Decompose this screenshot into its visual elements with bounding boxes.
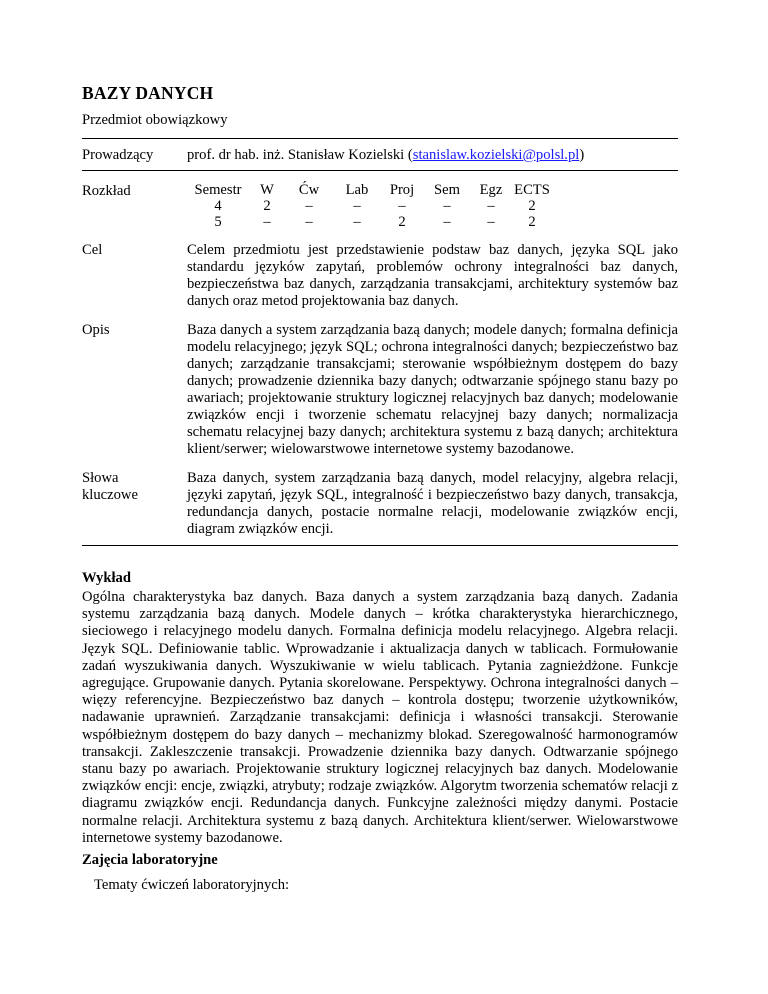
schedule-header-row [187,182,553,198]
header-proj: Proj [389,182,415,198]
course-type: Przedmiot obowiązkowy [82,112,228,128]
table-cell: – [443,198,451,214]
table-cell: 2 [398,214,406,230]
table-cell: – [353,198,361,214]
close-paren: ) [579,147,585,163]
lab-topics-label: Tematy ćwiczeń laboratoryjnych: [94,877,290,894]
schedule-table [187,182,553,230]
table-cell: 2 [528,214,536,230]
lecturer-email-link[interactable]: stanislaw.kozielski@polsl.pl [412,147,580,163]
table-cell: – [353,214,361,230]
goal-row [82,242,678,310]
table-cell: – [305,198,313,214]
schedule-row-2 [187,214,553,230]
header-semestr: Semestr [194,182,242,198]
header-ects: ECTS [514,182,550,198]
table-cell: – [305,214,313,230]
table-cell: 4 [214,198,222,214]
bottom-divider [82,545,678,546]
table-cell: – [487,214,495,230]
table-cell: – [487,198,495,214]
keywords-text: Baza danych, system zarządzania bazą danych, model relacyjny, algebra relacji, języki zapytań, język SQL, integralność i bezpieczeństwo bazy danych, transakcja, redundancja danych, postacie normalne relacji, modelowanie związków encji, diagram związków encji. [187,470,678,537]
keywords-label-line2: kluczowe [82,487,138,503]
schedule-row-1 [187,198,553,214]
schedule-table-wrap [187,183,678,230]
header-sem: Sem [434,182,460,198]
open-paren: ( [407,147,413,163]
header-egz: Egz [479,182,503,198]
keywords-row [82,470,678,538]
table-cell: – [398,198,406,214]
keywords-label-line1: Słowa [82,470,119,486]
lecturer-divider [82,170,678,171]
lecturer-info [187,147,678,164]
lecture-heading: Wykład [82,570,131,586]
lecturer-row [82,139,678,170]
description-label: Opis [82,322,110,338]
schedule-row [82,183,678,230]
lab-heading: Zajęcia laboratoryjne [82,852,218,869]
header-lab: Lab [345,182,369,198]
table-cell: – [263,214,271,230]
goal-label: Cel [82,242,103,258]
table-cell: 5 [214,214,222,230]
header-cw: Ćw [298,182,320,198]
description-row [82,322,678,458]
schedule-label: Rozkład [82,183,131,199]
lecturer-name: prof. dr hab. inż. Stanisław Kozielski [187,147,405,163]
table-cell: – [443,214,451,230]
lecturer-label: Prowadzący [82,147,154,163]
course-title: BAZY DANYCH [82,83,214,103]
keywords-label [82,470,187,538]
lecture-text: Ogólna charakterystyka baz danych. Baza danych a system zarządzania bazą danych. Zadania systemu zarządzania bazą danych. Modele danych – krótka charakterystyka hierarchicznego, sieciowego i relacyjnego modelu danych. Formalna definicja modelu relacyjnego. Algebra relacji. Język SQL. Definiowanie tablic. Wprowadzanie i aktualizacja danych w tablicach. Formułowanie zadań wyszukiwania danych. Wyszukiwanie w wielu tablicach. Pytania zagnieżdżone. Funkcje agregujące. Grupowanie danych. Pytania skorelowane. Perspektywy. Ochrona integralności danych – więzy referencyjne. Bezpieczeństwo baz danych – kontrola dostępu; tworzenie użytkowników, nadawanie uprawnień. Zarządzanie transakcjami: definicja i własności transakcji. Sterowanie współbieżnym dostępem do bazy danych – mechanizmy blokad. Szeregowalność harmonogramów transakcji. Zakleszczenie transakcji. Prowadzenie dziennika bazy danych. Odtwarzanie spójnego stanu bazy po awariach. Projektowanie struktury logicznej relacyjnych baz danych. Modelowanie związków encji: encje, związki, atrybuty; rodzaje związków. Algorytm tworzenia schematów relacji z diagramu związków encji. Redundancja danych. Funkcyjne zależności między danymi. Postacie normalne relacji. Architektura systemu z bazą danych. Architektura klient/serwer. Wielowarstwowe internetowe systemy bazodanowe. [82,589,678,846]
table-cell: 2 [528,198,536,214]
header-w: W [260,182,274,198]
table-cell: 2 [263,198,271,214]
goal-text: Celem przedmiotu jest przedstawienie podstaw baz danych, języka SQL jako standardu języków zapytań, problemów ochrony integralności baz danych, bezpieczeństwa baz danych, zarządzania transakcjami, architektury systemów baz danych oraz metod projektowania baz danych. [187,242,678,309]
document-page [82,83,678,894]
description-text: Baza danych a system zarządzania bazą danych; modele danych; formalna definicja modelu relacyjnego; język SQL; ochrona integralności danych; bezpieczeństwo baz danych; zarządzanie transakcjami; sterowanie współbieżnym dostępem do bazy danych; prowadzenie dziennika bazy danych; odtwarzanie spójnego stanu bazy po awariach; projektowanie struktury logicznej relacyjnych baz danych; modelowanie związków encji i tworzenie schematu relacyjnej bazy danych; normalizacja schematu relacyjnej bazy danych; architektura systemu z bazą danych; architektura klient/serwer; wielowarstwowe internetowe systemy bazodanowe. [187,322,678,457]
